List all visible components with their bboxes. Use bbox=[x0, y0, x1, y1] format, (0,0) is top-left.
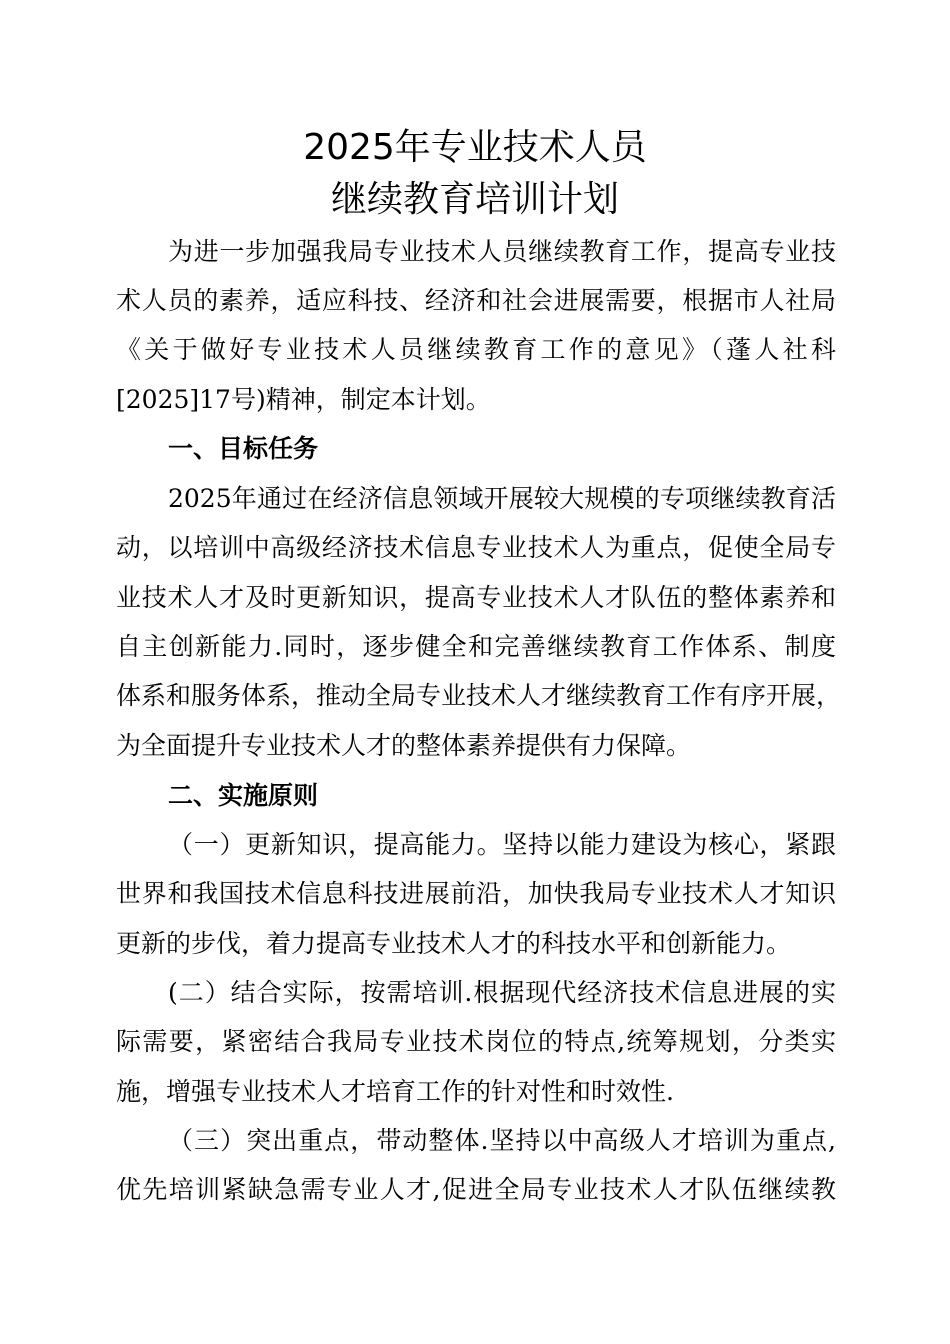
section-heading-principles: 二、实施原则 bbox=[168, 781, 319, 810]
section1-line-2: 动，以培训中高级经济技术信息专业技术人为重点，促使全局专 bbox=[116, 533, 836, 562]
principle3-line-2: 优先培训紧缺急需专业人才,促进全局专业技术人才队伍继续教 bbox=[116, 1175, 836, 1204]
document-title-line-2: 继续教育培训计划 bbox=[330, 179, 619, 220]
intro-line-2: 术人员的素养，适应科技、经济和社会进展需要，根据市人社局 bbox=[116, 286, 836, 315]
principle1-line-3: 更新的步伐，着力提高专业技术人才的科技水平和创新能力。 bbox=[116, 929, 792, 958]
intro-line-4: [2025]17号)精神，制定本计划。 bbox=[116, 385, 491, 414]
principle1-line-2: 世界和我国技术信息科技进展前沿，加快我局专业技术人才知识 bbox=[116, 879, 836, 908]
document-title-line-1: 2025年专业技术人员 bbox=[303, 127, 647, 168]
section1-line-5: 体系和服务体系，推动全局专业技术人才继续教育工作有序开展， bbox=[116, 681, 842, 710]
section-heading-goals: 一、目标任务 bbox=[168, 434, 319, 463]
principle2-line-3: 施，增强专业技术人才培育工作的针对性和时效性. bbox=[116, 1077, 674, 1106]
intro-line-1: 为进一步加强我局专业技术人员继续教育工作，提高专业技 bbox=[168, 237, 836, 266]
principle3-line-1: （三）突出重点，带动整体.坚持以中高级人才培训为重点, bbox=[168, 1126, 836, 1155]
intro-line-3: 《关于做好专业技术人员继续教育工作的意见》（蓬人社科 bbox=[116, 335, 836, 364]
principle2-line-1: (二）结合实际，按需培训.根据现代经济技术信息进展的实 bbox=[168, 978, 836, 1007]
section1-line-4: 自主创新能力.同时，逐步健全和完善继续教育工作体系、制度 bbox=[116, 632, 836, 661]
principle2-line-2: 际需要，紧密结合我局专业技术岗位的特点,统筹规划，分类实 bbox=[116, 1027, 836, 1056]
section1-line-1: 2025年通过在经济信息领域开展较大规模的专项继续教育活 bbox=[168, 484, 836, 513]
section1-line-3: 业技术人才及时更新知识，提高专业技术人才队伍的整体素养和 bbox=[116, 583, 836, 612]
principle1-line-1: （一）更新知识，提高能力。坚持以能力建设为核心，紧跟 bbox=[168, 830, 836, 859]
section1-line-6: 为全面提升专业技术人才的整体素养提供有力保障。 bbox=[116, 731, 692, 760]
